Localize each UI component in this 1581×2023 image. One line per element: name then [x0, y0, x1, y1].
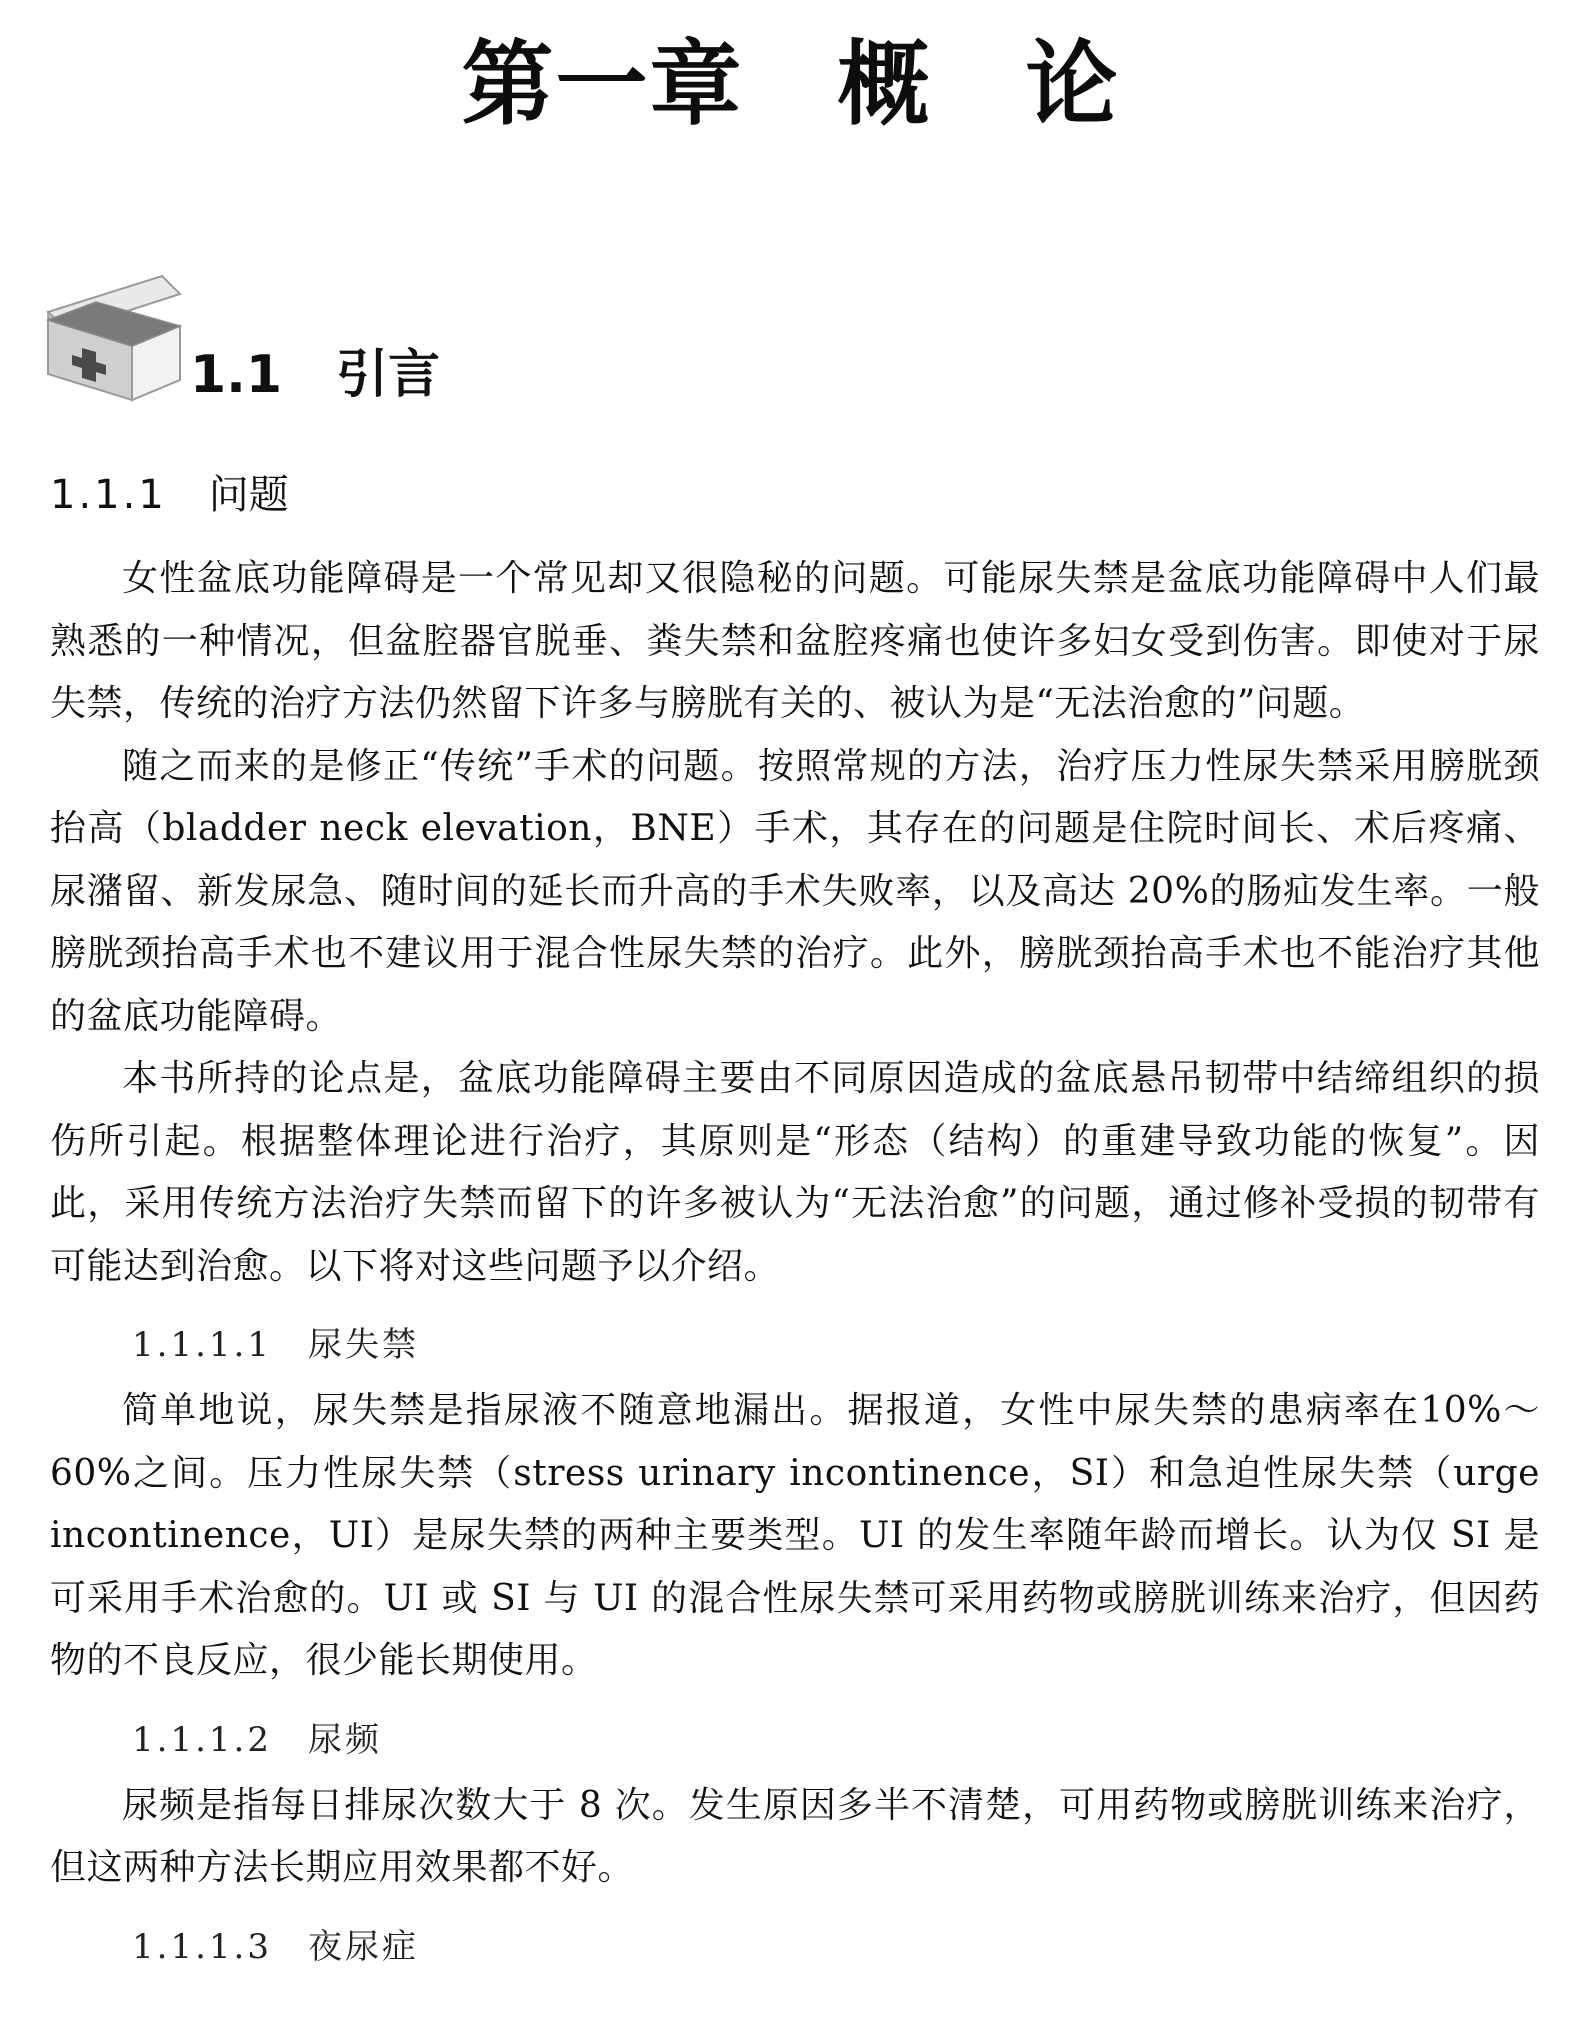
paragraph: 本书所持的论点是，盆底功能障碍主要由不同原因造成的盆底悬吊韧带中结缔组织的损伤所引起。根据整体理论进行治疗，其原则是“形态（结构）的重建导致功能的恢复”。因此，采用传统方法治疗失禁而留下的许多被认为“无法治愈”的问题，通过修补受损的韧带有可能达到治愈。以下将对这些问题予以介绍。	[50, 1058, 1540, 1287]
topic-paragraph: 尿频是指每日排尿次数大于 8 次。发生原因多半不清楚，可用药物或膀胱训练来治疗，但这两种方法长期应用效果都不好。	[50, 1784, 1540, 1888]
topic-number: 1.1.1.3	[132, 1926, 272, 1967]
paragraph: 女性盆底功能障碍是一个常见却又很隐秘的问题。可能尿失禁是盆底功能障碍中人们最熟悉的一种情况，但盆腔器官脱垂、粪失禁和盆腔疼痛也使许多妇女受到伤害。即使对于尿失禁，传统的治疗方法仍然留下许多与膀胱有关的、被认为是“无法治愈的”问题。	[50, 558, 1540, 724]
topic-heading-frequency	[50, 1709, 1540, 1771]
topic-title: 尿失禁	[307, 1325, 419, 1365]
topic-paragraph: 简单地说，尿失禁是指尿液不随意地漏出。据报道，女性中尿失禁的患病率在10%～60%之间。压力性尿失禁（stress urinary incontinence，SI）和急迫性尿失禁（urge incontinence，UI）是尿失禁的两种主要类型。UI 的发生率随年龄而增长。认为仅 SI 是可采用手术治愈的。UI 或 SI 与 UI 的混合性尿失禁可采用药物或膀胱训练来治疗，但因药物的不良反应，很少能长期使用。	[50, 1390, 1540, 1681]
chapter-title: 第一章 概 论	[461, 31, 1120, 138]
section-title-text: 引言	[336, 345, 441, 405]
topic-number: 1.1.1.2	[132, 1719, 272, 1760]
section-number: 1.1	[190, 345, 283, 405]
section-heading	[190, 340, 440, 410]
subsection-heading	[50, 465, 289, 525]
subsection-number: 1.1.1	[50, 472, 167, 518]
first-aid-box-icon	[44, 272, 184, 404]
paragraph: 随之而来的是修正“传统”手术的问题。按照常规的方法，治疗压力性尿失禁采用膀胱颈抬高（bladder neck elevation，BNE）手术，其存在的问题是住院时间长、术后疼痛、尿潴留、新发尿急、随时间的延长而升高的手术失败率，以及高达 20%的肠疝发生率。一般膀胱颈抬高手术也不建议用于混合性尿失禁的治疗。此外，膀胱颈抬高手术也不能治疗其他的盆底功能障碍。	[50, 745, 1540, 1037]
topic-title: 夜尿症	[307, 1926, 419, 1967]
subsection-title-text: 问题	[208, 472, 289, 518]
topic-heading-incontinence	[50, 1314, 1540, 1376]
topic-number: 1.1.1.1	[132, 1325, 272, 1365]
body-content	[50, 548, 1540, 1982]
topic-title: 尿频	[307, 1719, 382, 1760]
topic-heading-nocturia	[50, 1916, 1540, 1978]
